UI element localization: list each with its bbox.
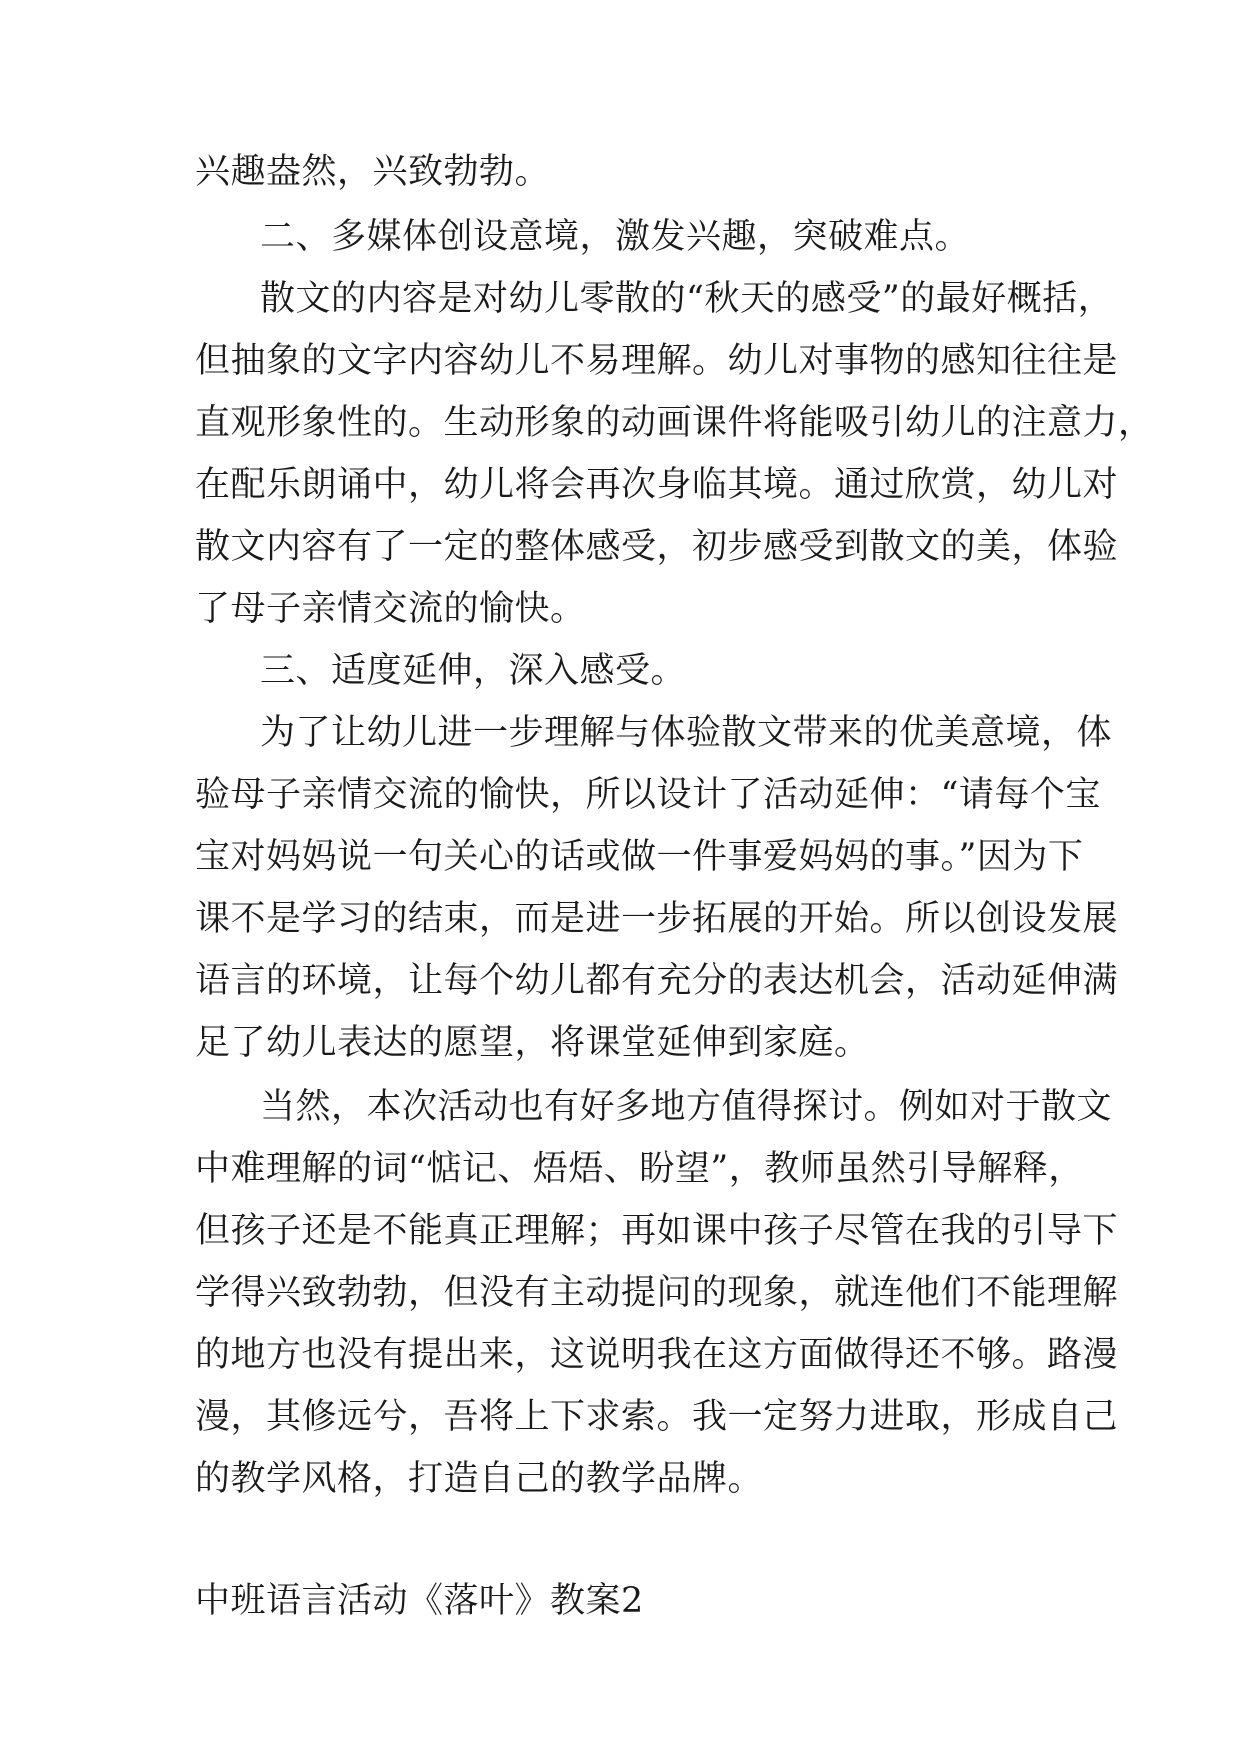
paragraph-line: 的地方也没有提出来，这说明我在这方面做得还不够。路漫 (195, 1335, 1119, 1375)
section-heading: 二、多媒体创设意境，激发兴趣，突破难点。 (260, 217, 971, 257)
paragraph-line: 足了幼儿表达的愿望，将课堂延伸到家庭。 (195, 1023, 870, 1063)
paragraph-line: 散文的内容是对幼儿零散的“秋天的感受”的最好概括， (260, 279, 1114, 319)
paragraph-line: 宝对妈妈说一句关心的话或做一件事爱妈妈的事。”因为下 (195, 837, 1084, 877)
paragraph-line: 为了让幼儿进一步理解与体验散文带来的优美意境，体 (260, 713, 1113, 753)
paragraph-line: 语言的环境，让每个幼儿都有充分的表达机会，活动延伸满 (195, 961, 1119, 1001)
section-heading: 三、适度延伸，深入感受。 (260, 651, 687, 691)
paragraph-line: 但抽象的文字内容幼儿不易理解。幼儿对事物的感知往往是 (195, 341, 1119, 381)
paragraph-line: 当然，本次活动也有好多地方值得探讨。例如对于散文 (260, 1087, 1113, 1127)
paragraph-line: 漫，其修远兮，吾将上下求索。我一定努力进取，形成自己 (195, 1397, 1119, 1437)
paragraph-line: 验母子亲情交流的愉快，所以设计了活动延伸：“请每个宝 (195, 775, 1101, 815)
paragraph-line: 的教学风格，打造自己的教学品牌。 (195, 1459, 764, 1499)
paragraph-line: 直观形象性的。生动形象的动画课件将能吸引幼儿的注意力， (195, 403, 1154, 443)
paragraph-line: 散文内容有了一定的整体感受，初步感受到散文的美，体验 (195, 527, 1119, 567)
paragraph-line: 但孩子还是不能真正理解；再如课中孩子尽管在我的引导下 (195, 1211, 1119, 1251)
paragraph-line: 了母子亲情交流的愉快。 (195, 589, 586, 629)
paragraph-line: 中难理解的词“惦记、焐焐、盼望”，教师虽然引导解释， (195, 1149, 1084, 1189)
paragraph-line: 学得兴致勃勃，但没有主动提问的现象，就连他们不能理解 (195, 1273, 1119, 1313)
paragraph-line: 兴趣盎然，兴致勃勃。 (195, 152, 551, 192)
next-section-title: 中班语言活动《落叶》教案2 (195, 1581, 644, 1621)
paragraph-line: 在配乐朗诵中，幼儿将会再次身临其境。通过欣赏，幼儿对 (195, 465, 1119, 505)
paragraph-line: 课不是学习的结束，而是进一步拓展的开始。所以创设发展 (195, 899, 1119, 939)
